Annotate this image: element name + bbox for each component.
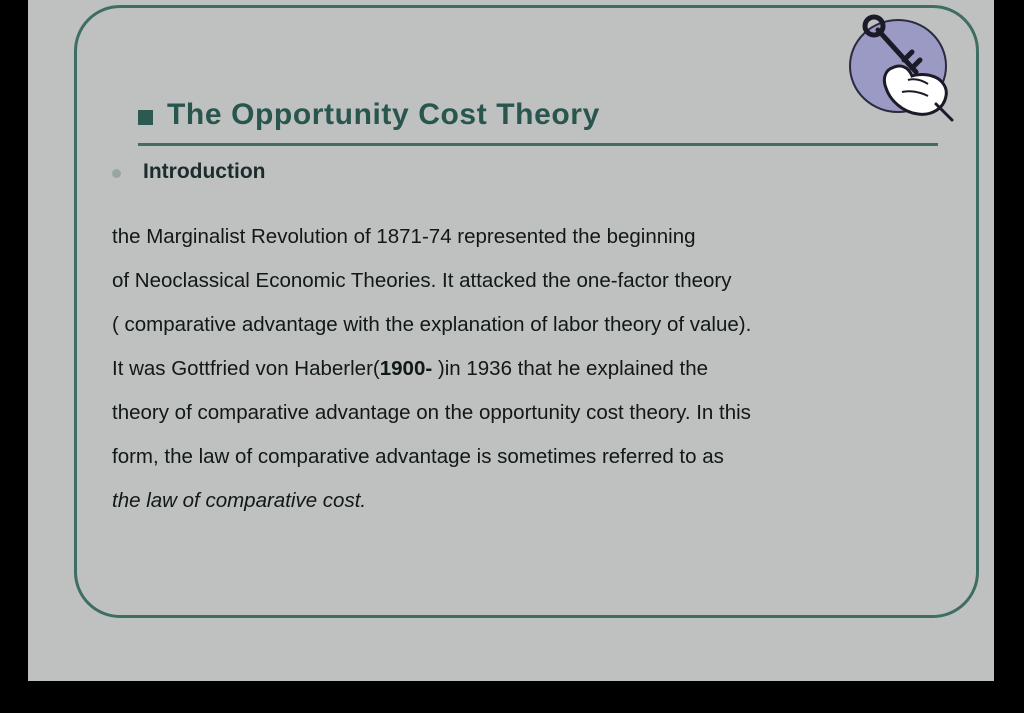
body-line-5: theory of comparative advantage on the opportunity cost theory. In this xyxy=(112,401,751,424)
page-title: The Opportunity Cost Theory xyxy=(167,98,600,131)
subheading-label: Introduction xyxy=(143,160,266,183)
slide-body-text xyxy=(112,215,962,523)
body-line-2: of Neoclassical Economic Theories. It attacked the one-factor theory xyxy=(112,269,732,292)
body-line-6: form, the law of comparative advantage is sometimes referred to as xyxy=(112,445,724,468)
body-line-4-bold-years: 1900- xyxy=(379,357,438,380)
title-underline-rule xyxy=(138,143,938,146)
body-line-1: the Marginalist Revolution of 1871-74 represented the beginning xyxy=(112,225,696,248)
slide-title-row xyxy=(138,98,838,132)
hand-holding-key-clipart xyxy=(840,8,960,126)
square-bullet-icon xyxy=(138,110,153,125)
round-bullet-icon xyxy=(112,169,121,178)
body-line-4 xyxy=(112,347,962,391)
body-line-7-italic: the law of comparative cost. xyxy=(112,489,367,512)
subheading-row xyxy=(112,160,265,184)
body-line-4-part-2: )in 1936 that he explained the xyxy=(437,357,709,380)
slide-canvas xyxy=(28,0,994,681)
body-line-3: ( comparative advantage with the explanation of labor theory of value). xyxy=(112,313,752,336)
body-line-4-part-1: It was Gottfried von Haberler( xyxy=(112,357,380,380)
